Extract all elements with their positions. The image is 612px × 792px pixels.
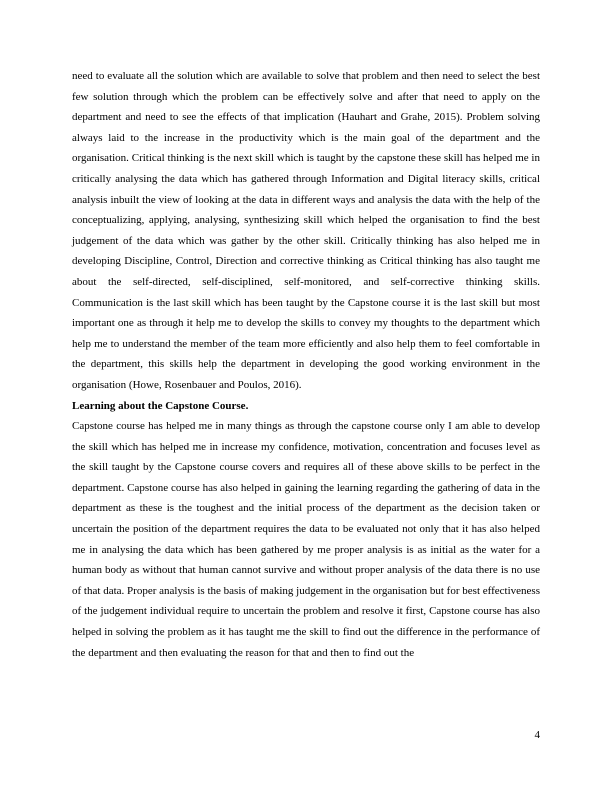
body-paragraph: need to evaluate all the solution which are available to solve that problem and then need to select the best few solution through which the problem can be effectively solve and after that need to apply on the department and need to see the effects of that implication (Hauhart and Grahe, 2015). Problem solving always laid to the increase in the productivity which is the main goal of the department and the organisation. Critical thinking is the next skill which is taught by the capstone these skill has helped me in critically analysing the data which has gathered through Information and Digital literacy skills, critical analysis inbuilt the view of looking at the data in different ways and analysis the data with the help of the conceptualizing, applying, analysing, synthesizing skill which helped the organisation to find the best judgement of the data which was gather by the other skill. Critically thinking has also helped me in developing Discipline, Control, Direction and corrective thinking as Critical thinking has also taught me about the self-directed, self-disciplined, self-monitored, and self-corrective thinking skills. Communication is the last skill which has been taught by the Capstone course it is the last skill but most important one as through it help me to develop the skills to convey my thoughts to the department which help me to understand the member of the team more efficiently and also help them to feel comfortable in the department, this skills help the department in developing the good working environment in the organisation (Howe, Rosenbauer and Poulos, 2016).: [72, 70, 540, 391]
page-body: [72, 66, 540, 663]
section-heading: Learning about the Capstone Course.: [72, 399, 249, 412]
page-number: 4: [534, 729, 540, 741]
body-paragraph: Capstone course has helped me in many things as through the capstone course only I am able to develop the skill which has helped me in increase my confidence, motivation, concentration and focuses level as the skill taught by the Capstone course covers and requires all of these above skills to be perfect in the department. Capstone course has also helped in gaining the learning regarding the gathering of data in the department as these is the toughest and the initial process of the department as the decision taken or uncertain the position of the department requires the data to be evaluated not only that it has also helped me in analysing the data which has been gathered by me proper analysis is as initial as the water for a human body as without that human cannot survive and without proper analysis of the data there is no use of that data. Proper analysis is the basis of making judgement in the organisation but for best effectiveness of the judgement individual require to uncertain the problem and resolve it first, Capstone course has also helped in solving the problem as it has taught me the skill to find out the difference in the performance of the department and then evaluating the reason for that and then to find out the: [72, 420, 540, 659]
